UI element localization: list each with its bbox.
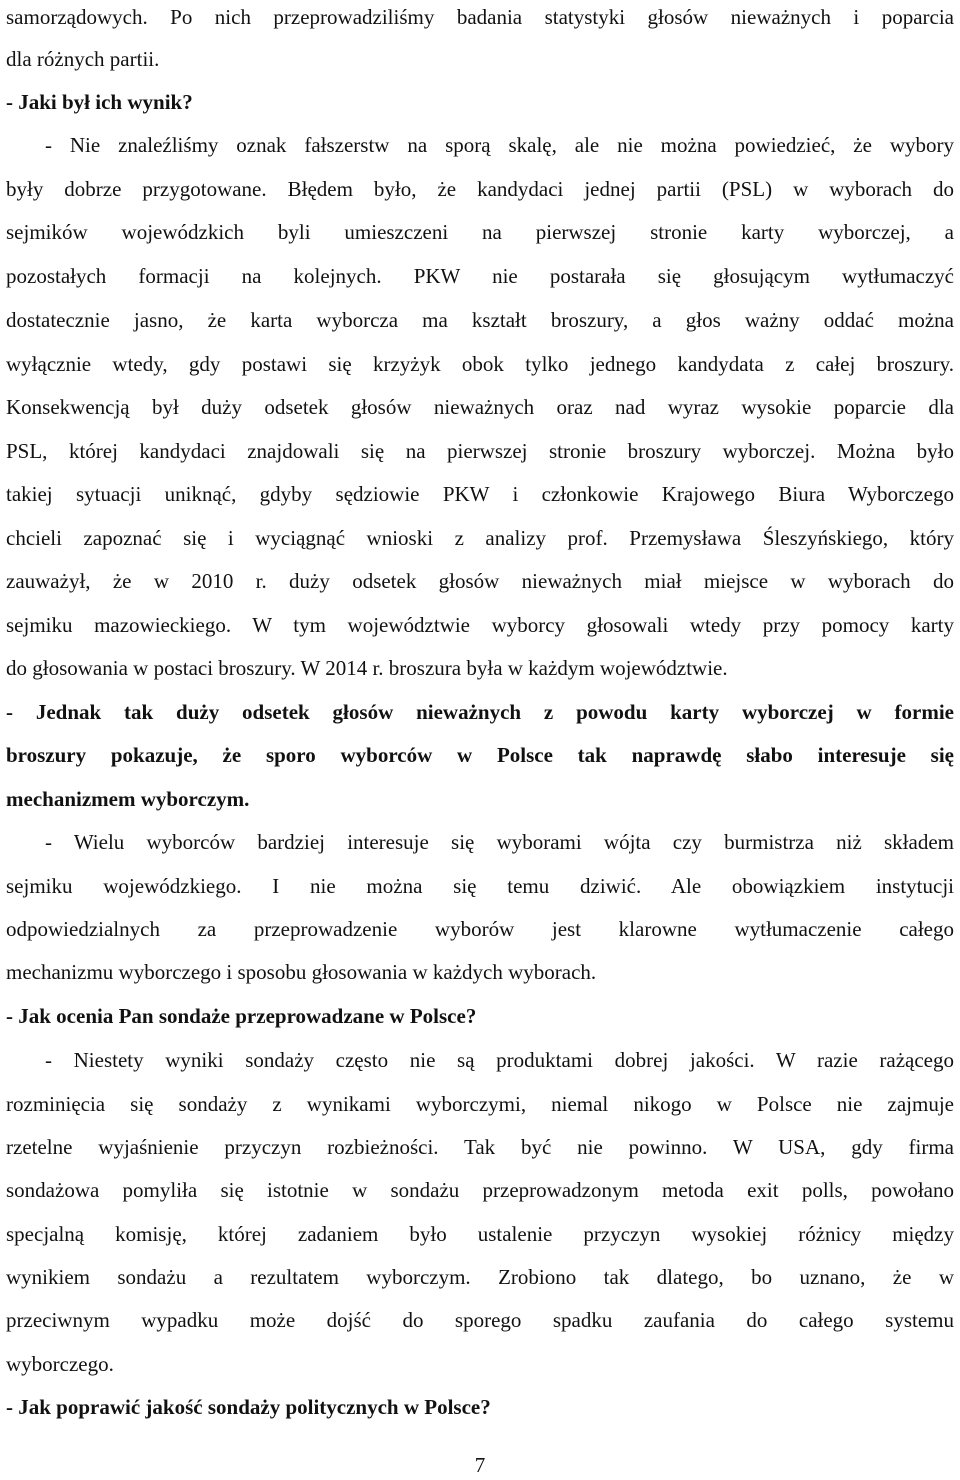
text-line: dla różnych partii. (6, 47, 160, 71)
text-line: były dobrze przygotowane. Błędem było, że kandydaci jednej partii (PSL) w wyborach do (6, 177, 954, 201)
text-line: do głosowania w postaci broszury. W 2014 r. broszura była w każdym województwie. (6, 656, 728, 680)
text-line: zauważył, że w 2010 r. duży odsetek głosów nieważnych miał miejsce w wyborach do (6, 569, 954, 593)
text-line: wynikiem sondażu a rezultatem wyborczym. Zrobiono tak dlatego, bo uznano, że w (6, 1265, 954, 1289)
text-line: - Wielu wyborców bardziej interesuje się wyborami wójta czy burmistrza niż składem (45, 830, 954, 854)
question-line: broszury pokazuje, że sporo wyborców w Polsce tak naprawdę słabo interesuje się (6, 743, 954, 767)
text-line: takiej sytuacji uniknąć, gdyby sędziowie PKW i członkowie Krajowego Biura Wyborczego (6, 482, 954, 506)
question-line: - Jak ocenia Pan sondaże przeprowadzane w Polsce? (6, 1004, 477, 1028)
text-line: specjalną komisję, której zadaniem było ustalenie przyczyn wysokiej różnicy między (6, 1222, 954, 1246)
text-line: samorządowych. Po nich przeprowadziliśmy badania statystyki głosów nieważnych i poparcia (6, 5, 954, 29)
question-line: - Jak poprawić jakość sondaży politycznych w Polsce? (6, 1395, 491, 1419)
text-line: mechanizmu wyborczego i sposobu głosowania w każdych wyborach. (6, 960, 597, 984)
text-line: odpowiedzialnych za przeprowadzenie wyborów jest klarowne wytłumaczenie całego (6, 917, 954, 941)
text-line: przeciwnym wypadku może dojść do sporego spadku zaufania do całego systemu (6, 1308, 954, 1332)
text-line: sondażowa pomyliła się istotnie w sondażu przeprowadzonym metoda exit polls, powołano (6, 1178, 954, 1202)
text-line: wyłącznie wtedy, gdy postawi się krzyżyk obok tylko jednego kandydata z całej broszury. (6, 352, 954, 376)
text-line: sejmików wojewódzkich byli umieszczeni na pierwszej stronie karty wyborczej, a (6, 220, 954, 244)
text-line: sejmiku mazowieckiego. W tym województwie wyborcy głosowali wtedy przy pomocy karty (6, 613, 954, 637)
text-line: rozminięcia się sondaży z wynikami wyborczymi, niemal nikogo w Polsce nie zajmuje (6, 1092, 954, 1116)
question-line: - Jaki był ich wynik? (6, 90, 193, 114)
question-line: mechanizmem wyborczym. (6, 787, 250, 811)
question-line: - Jednak tak duży odsetek głosów nieważnych z powodu karty wyborczej w formie (6, 700, 954, 724)
text-line: chcieli zapoznać się i wyciągnąć wnioski z analizy prof. Przemysława Śleszyńskiego, który (6, 526, 954, 550)
text-line: - Nie znaleźliśmy oznak fałszerstw na sporą skalę, ale nie można powiedzieć, że wybory (45, 133, 954, 157)
text-line: PSL, której kandydaci znajdowali się na pierwszej stronie broszury wyborczej. Można było (6, 439, 954, 463)
text-line: sejmiku wojewódzkiego. I nie można się temu dziwić. Ale obowiązkiem instytucji (6, 874, 954, 898)
text-line: - Niestety wyniki sondaży często nie są produktami dobrej jakości. W razie rażącego (45, 1048, 954, 1072)
text-line: rzetelne wyjaśnienie przyczyn rozbieżności. Tak być nie powinno. W USA, gdy firma (6, 1135, 954, 1159)
text-line: pozostałych formacji na kolejnych. PKW nie postarała się głosującym wytłumaczyć (6, 264, 954, 288)
text-line: wyborczego. (6, 1352, 114, 1376)
text-line: dostatecznie jasno, że karta wyborcza ma kształt broszury, a głos ważny oddać można (6, 308, 954, 332)
text-line: Konsekwencją był duży odsetek głosów nieważnych oraz nad wyraz wysokie poparcie dla (6, 395, 954, 419)
page-number: 7 (474, 1453, 486, 1477)
